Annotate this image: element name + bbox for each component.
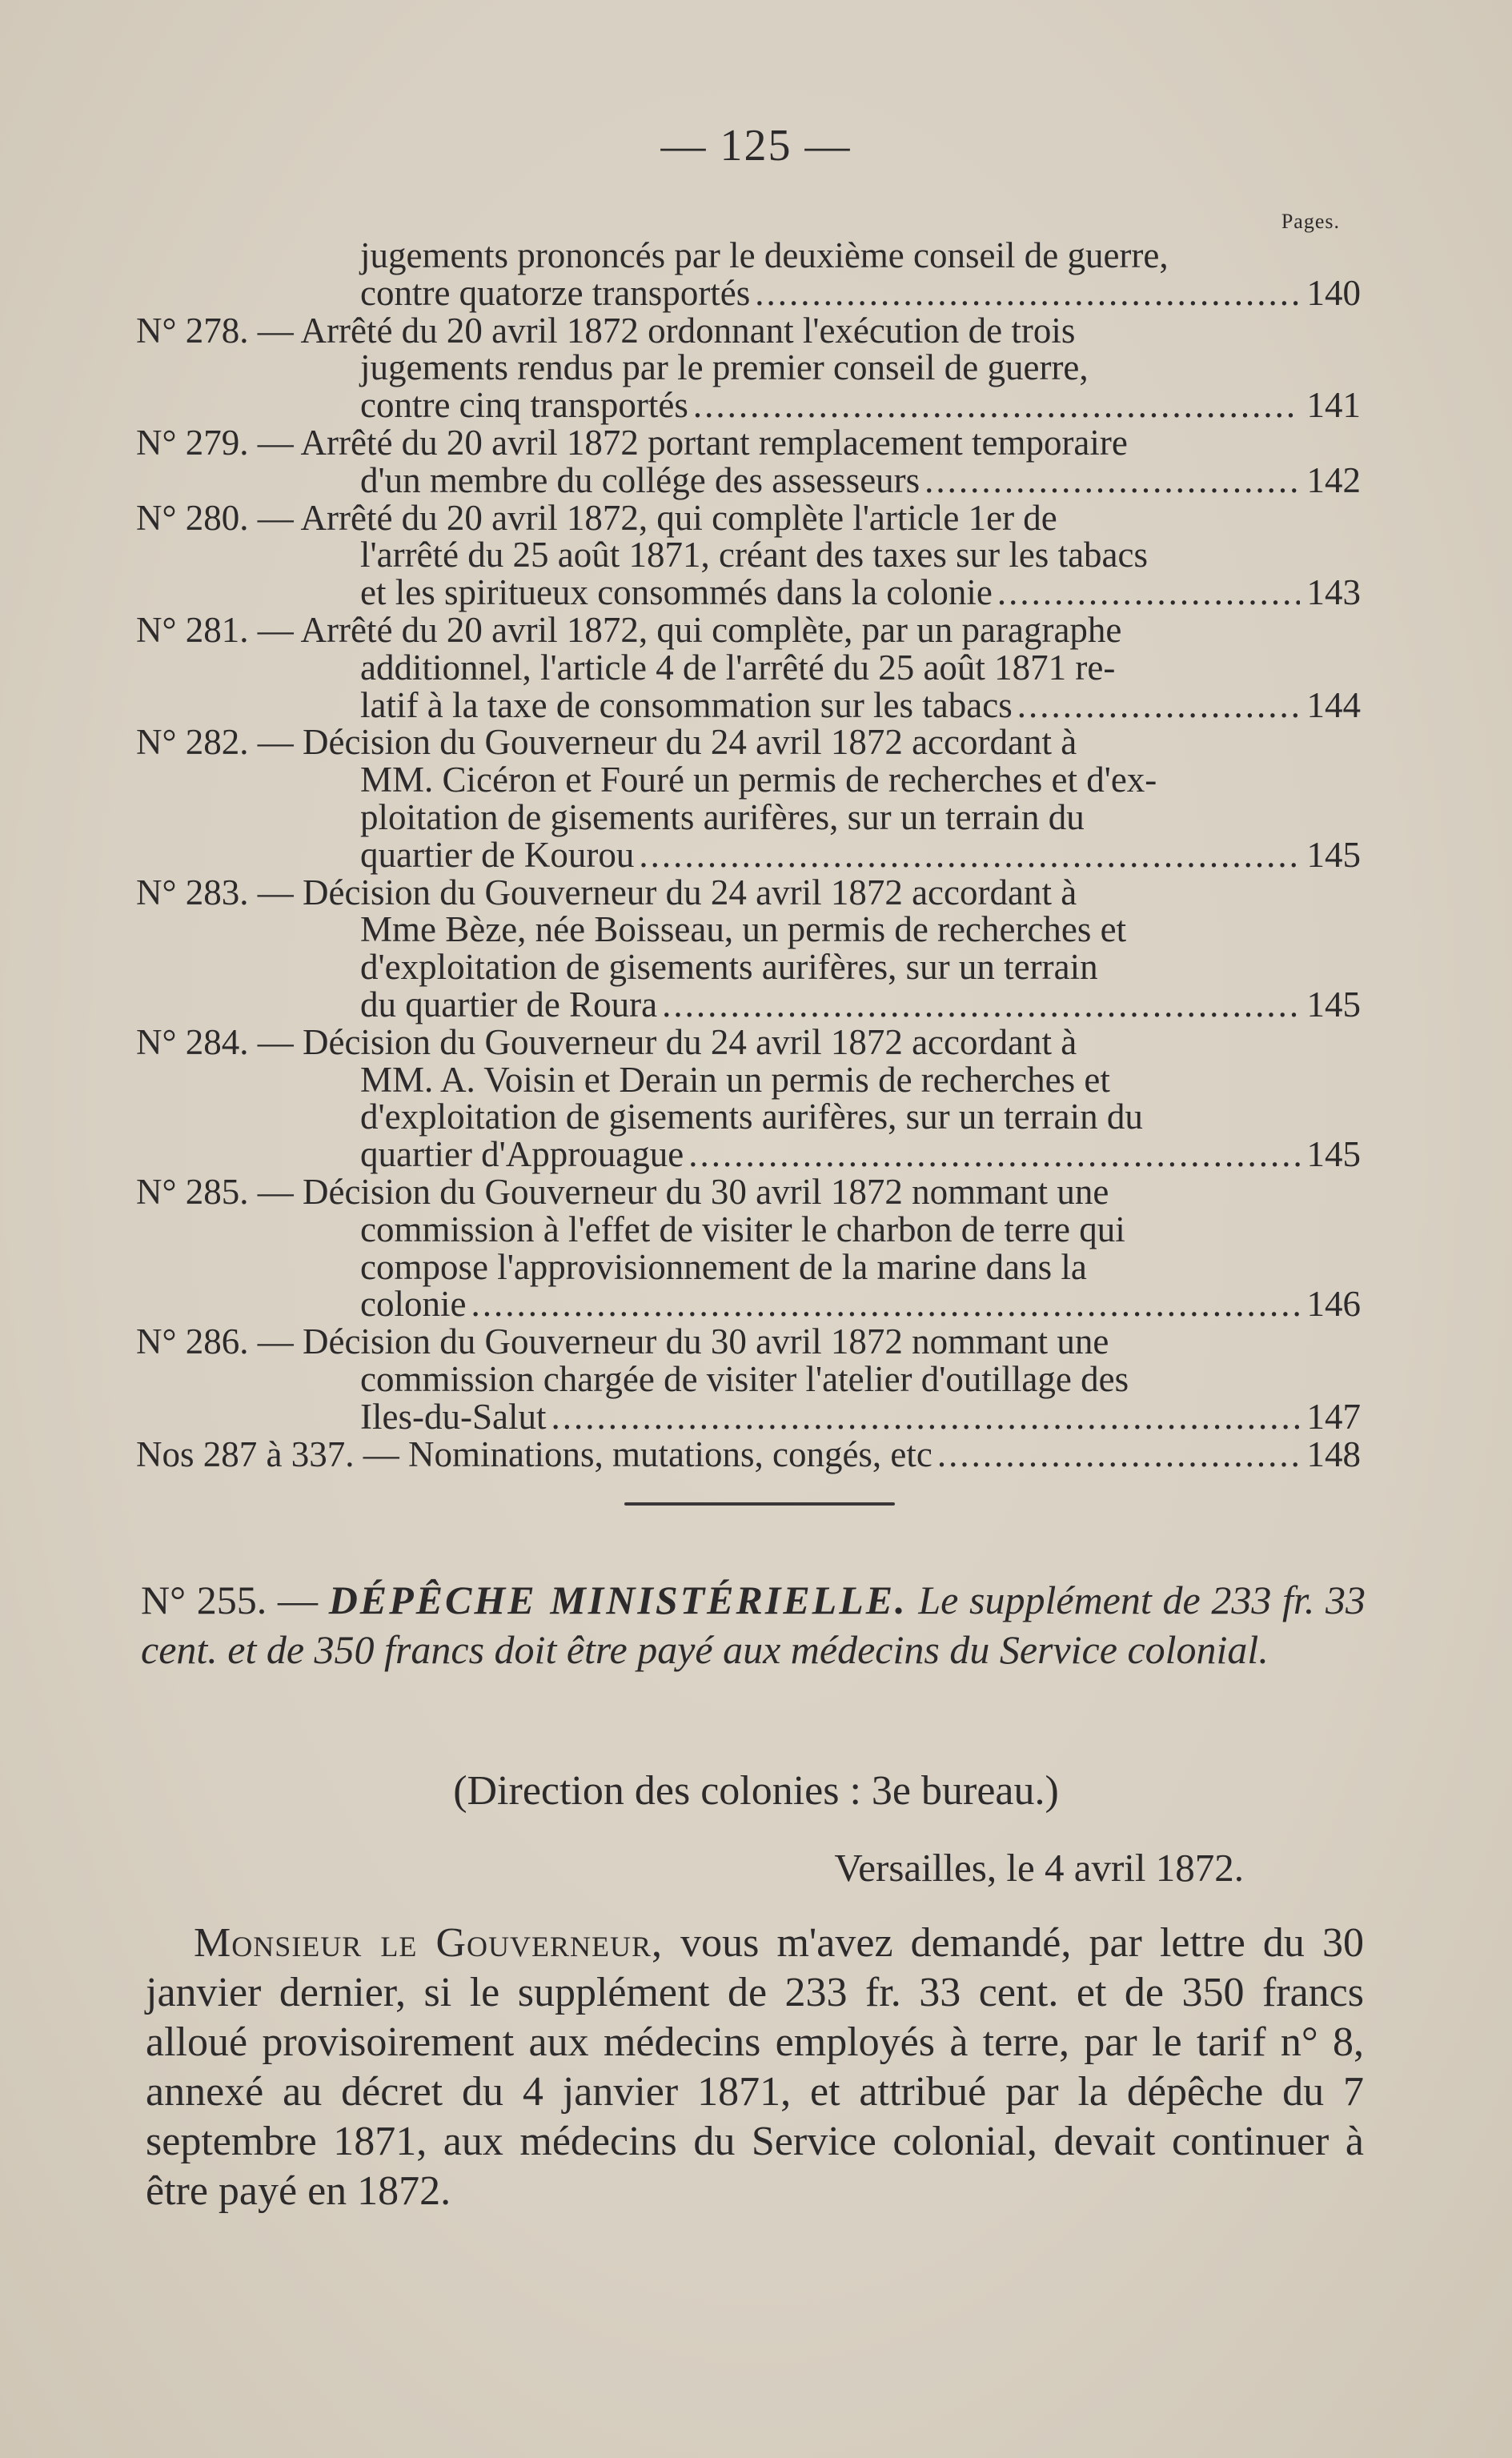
toc-line: additionnel, l'article 4 de l'arrêté du 25 août 1871 re-: [360, 647, 1116, 688]
toc-page-number: 145: [1306, 834, 1361, 875]
toc-line: jugements rendus par le premier conseil de guerre,: [360, 347, 1089, 388]
toc-line-text: quartier d'Approuague: [360, 1134, 684, 1175]
toc-line: [136, 1285, 1361, 1323]
toc-entry: [136, 237, 1361, 312]
toc-line: N° 281. — Arrêté du 20 avril 1872, qui complète, par un paragraphe: [136, 609, 1122, 650]
toc-line: N° 279. — Arrêté du 20 avril 1872 portant remplacement temporaire: [136, 422, 1128, 463]
depeche-summary: Le supplément de 233 fr. 33 cent. et de 350 francs doit être payé aux médecins du Service colonial.: [141, 1578, 1366, 1672]
toc-line: l'arrêté du 25 août 1871, créant des taxes sur les tabacs: [360, 535, 1149, 575]
pages-column-label: Pages.: [1281, 210, 1340, 233]
toc-line: [136, 986, 1361, 1024]
toc-entry: [136, 1173, 1361, 1323]
toc-page-number: 141: [1306, 385, 1361, 426]
toc-line: [136, 684, 1361, 725]
toc-line-text: colonie: [360, 1284, 467, 1325]
toc-page-number: 147: [1306, 1396, 1361, 1437]
toc-entry: [136, 312, 1361, 424]
leader-dots: [1017, 687, 1300, 724]
toc-line: d'exploitation de gisements aurifères, sur un terrain: [360, 947, 1098, 988]
toc-line: [136, 574, 1361, 611]
toc-line: jugements prononcés par le deuxième conseil de guerre,: [360, 235, 1169, 275]
leader-dots: [924, 462, 1300, 499]
leader-dots: [755, 275, 1300, 312]
toc-page-number: 145: [1306, 984, 1361, 1025]
toc-line: [136, 1398, 1361, 1436]
toc-line: [136, 1433, 1361, 1474]
toc-page-number: 146: [1306, 1284, 1361, 1325]
leader-dots: [551, 1398, 1300, 1436]
letter-salutation: Monsieur le Gouverneur,: [194, 1920, 663, 1966]
leader-dots: [937, 1436, 1300, 1474]
page-number: — 125 —: [660, 121, 852, 170]
leader-dots: [693, 387, 1300, 424]
toc-line: d'exploitation de gisements aurifères, sur un terrain du: [360, 1097, 1143, 1137]
leader-dots: [688, 1136, 1300, 1173]
depeche-heading: [141, 1575, 1366, 1674]
toc-line-text: latif à la taxe de consommation sur les tabacs: [360, 684, 1013, 725]
toc-entry: [136, 499, 1361, 611]
toc-entry: [136, 724, 1361, 873]
toc-entry: [136, 1323, 1361, 1435]
toc-line-text: Nos 287 à 337. — Nominations, mutations, congés, etc: [136, 1433, 932, 1474]
toc-page-number: 140: [1306, 272, 1361, 313]
toc-entry: [136, 874, 1361, 1024]
toc-entry: [136, 1433, 1361, 1474]
table-of-contents: [136, 237, 1361, 1473]
toc-line: [136, 387, 1361, 424]
toc-page-number: 143: [1306, 572, 1361, 613]
toc-entry: [136, 1021, 1361, 1175]
toc-page-number: 144: [1306, 684, 1361, 725]
leader-dots: [997, 574, 1300, 611]
toc-line-text: et les spiritueux consommés dans la colonie: [360, 572, 993, 613]
toc-page-number: 148: [1306, 1433, 1361, 1474]
toc-line-text: du quartier de Roura: [360, 984, 658, 1025]
letter-paragraph: [146, 1919, 1364, 2216]
toc-line-text: d'un membre du collége des assesseurs: [360, 459, 920, 500]
toc-line: ploitation de gisements aurifères, sur un terrain du: [360, 796, 1085, 837]
toc-line: [136, 272, 1361, 313]
toc-line: [136, 1136, 1361, 1173]
toc-line: N° 283. — Décision du Gouverneur du 24 avril 1872 accordant à: [136, 872, 1077, 912]
toc-line: Mme Bèze, née Boisseau, un permis de recherches et: [360, 909, 1127, 950]
toc-page-number: 142: [1306, 459, 1361, 500]
leader-dots: [662, 986, 1300, 1024]
toc-line: compose l'approvisionnement de la marine dans la: [360, 1246, 1087, 1287]
toc-line: N° 278. — Arrêté du 20 avril 1872 ordonnant l'exécution de trois: [136, 310, 1076, 351]
toc-line: MM. Cicéron et Fouré un permis de recherches et d'ex-: [360, 760, 1157, 800]
leader-dots: [471, 1285, 1300, 1323]
toc-line: [136, 836, 1361, 874]
toc-line-text: quartier de Kourou: [360, 834, 635, 875]
toc-line: commission à l'effet de visiter le charbon de terre qui: [360, 1209, 1125, 1249]
toc-line: N° 284. — Décision du Gouverneur du 24 avril 1872 accordant à: [136, 1021, 1077, 1062]
letter-text: vous m'avez demandé, par lettre du 30 janvier dernier, si le supplément de 233 fr. 33 cent. et de 350 francs alloué provisoirement aux médecins employés à terre, par le tarif n° 8, annexé au décret du 4 janvier 1871, et attribué par la dépêche du 7 septembre 1871, aux médecins du Service colonial, devait continuer à être payé en 1872.: [146, 1920, 1364, 2214]
toc-line-text: Iles-du-Salut: [360, 1396, 547, 1437]
toc-page-number: 145: [1306, 1134, 1361, 1175]
leader-dots: [639, 836, 1300, 874]
depeche-number: N° 255. —: [141, 1578, 318, 1622]
letter-body: [146, 1919, 1364, 2216]
toc-line: commission chargée de visiter l'atelier d'outillage des: [360, 1358, 1129, 1399]
toc-line: N° 282. — Décision du Gouverneur du 24 avril 1872 accordant à: [136, 722, 1077, 763]
toc-line-text: contre cinq transportés: [360, 385, 688, 426]
toc-entry: [136, 611, 1361, 724]
toc-line: [136, 459, 1361, 500]
toc-entry: [136, 424, 1361, 499]
depeche-title: DÉPÊCHE MINISTÉRIELLE.: [328, 1578, 908, 1622]
toc-line: N° 285. — Décision du Gouverneur du 30 avril 1872 nommant une: [136, 1171, 1109, 1212]
toc-line: N° 280. — Arrêté du 20 avril 1872, qui complète l'article 1er de: [136, 497, 1057, 538]
toc-line: N° 286. — Décision du Gouverneur du 30 avril 1872 nommant une: [136, 1321, 1109, 1362]
toc-line: MM. A. Voisin et Derain un permis de recherches et: [360, 1059, 1110, 1100]
toc-line-text: contre quatorze transportés: [360, 272, 751, 313]
section-divider: [624, 1502, 895, 1506]
direction-line: (Direction des colonies : 3e bureau.): [453, 1768, 1059, 1814]
dateline: Versailles, le 4 avril 1872.: [834, 1846, 1244, 1890]
